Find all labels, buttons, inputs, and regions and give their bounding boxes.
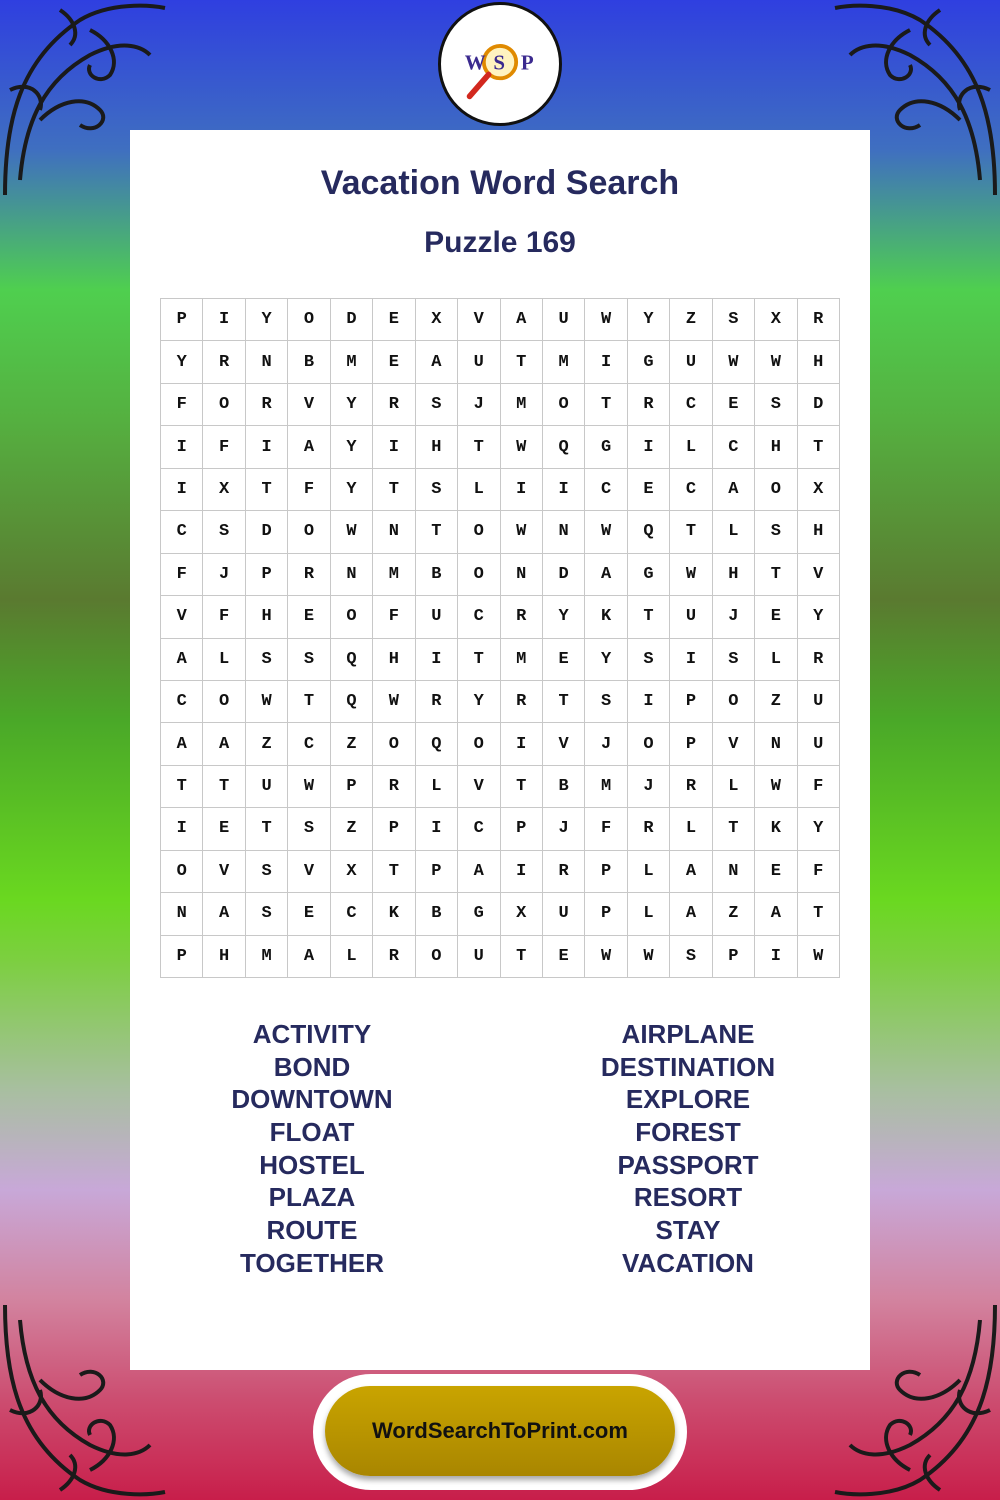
grid-cell: Q [331, 639, 373, 681]
grid-cell: B [543, 766, 585, 808]
grid-cell: I [373, 426, 415, 468]
grid-cell: W [798, 936, 840, 978]
word-list-item: ROUTE [266, 1215, 358, 1246]
grid-cell: S [288, 808, 330, 850]
grid-cell: I [416, 808, 458, 850]
grid-cell: Y [246, 299, 288, 341]
grid-cell: E [373, 341, 415, 383]
grid-cell: I [161, 426, 203, 468]
grid-cell: R [246, 384, 288, 426]
grid-cell: O [416, 936, 458, 978]
grid-cell: L [628, 851, 670, 893]
grid-cell: W [331, 511, 373, 553]
magnifier-logo-icon [441, 5, 559, 123]
grid-cell: W [585, 936, 627, 978]
grid-cell: T [458, 639, 500, 681]
grid-cell: E [373, 299, 415, 341]
grid-cell: L [458, 469, 500, 511]
grid-cell: A [161, 723, 203, 765]
grid-cell: D [331, 299, 373, 341]
grid-cell: Q [628, 511, 670, 553]
grid-cell: L [670, 426, 712, 468]
grid-cell: O [288, 299, 330, 341]
grid-cell: C [161, 511, 203, 553]
grid-cell: T [501, 936, 543, 978]
grid-cell: F [373, 596, 415, 638]
grid-cell: C [585, 469, 627, 511]
grid-cell: T [501, 341, 543, 383]
grid-cell: W [288, 766, 330, 808]
grid-cell: O [458, 511, 500, 553]
grid-cell: T [458, 426, 500, 468]
grid-cell: V [713, 723, 755, 765]
grid-cell: Z [670, 299, 712, 341]
grid-cell: D [246, 511, 288, 553]
grid-cell: N [331, 554, 373, 596]
grid-cell: Y [458, 681, 500, 723]
grid-cell: O [161, 851, 203, 893]
grid-cell: N [755, 723, 797, 765]
grid-cell: C [458, 596, 500, 638]
grid-cell: R [373, 384, 415, 426]
grid-cell: O [331, 596, 373, 638]
grid-cell: X [755, 299, 797, 341]
grid-cell: T [416, 511, 458, 553]
grid-cell: Z [246, 723, 288, 765]
grid-cell: S [246, 851, 288, 893]
grid-cell: V [458, 299, 500, 341]
grid-cell: V [458, 766, 500, 808]
grid-cell: W [713, 341, 755, 383]
grid-cell: S [670, 936, 712, 978]
grid-cell: W [755, 341, 797, 383]
grid-cell: S [246, 639, 288, 681]
grid-cell: T [161, 766, 203, 808]
grid-cell: Y [331, 469, 373, 511]
grid-cell: E [543, 639, 585, 681]
grid-cell: W [246, 681, 288, 723]
grid-cell: G [458, 893, 500, 935]
word-list-item: STAY [655, 1215, 721, 1246]
grid-cell: C [331, 893, 373, 935]
grid-cell: R [628, 808, 670, 850]
grid-cell: C [161, 681, 203, 723]
grid-cell: P [713, 936, 755, 978]
grid-cell: U [458, 341, 500, 383]
grid-cell: R [798, 299, 840, 341]
grid-cell: S [713, 299, 755, 341]
grid-cell: H [373, 639, 415, 681]
grid-cell: M [331, 341, 373, 383]
grid-cell: X [798, 469, 840, 511]
grid-cell: G [585, 426, 627, 468]
word-list-item: HOSTEL [259, 1149, 365, 1180]
word-list-item: PLAZA [268, 1182, 356, 1213]
word-list-item: DOWNTOWN [231, 1084, 393, 1115]
grid-cell: J [585, 723, 627, 765]
logo-letter-s: S [493, 50, 505, 75]
word-list-item: TOGETHER [240, 1247, 384, 1278]
grid-cell: Z [331, 808, 373, 850]
word-list-item: EXPLORE [625, 1084, 751, 1115]
grid-cell: T [373, 469, 415, 511]
grid-cell: P [416, 851, 458, 893]
grid-cell: V [161, 596, 203, 638]
grid-cell: C [458, 808, 500, 850]
grid-cell: S [585, 681, 627, 723]
grid-cell: O [288, 511, 330, 553]
grid-cell: H [203, 936, 245, 978]
grid-cell: F [203, 426, 245, 468]
grid-cell: Z [755, 681, 797, 723]
word-list-item: BOND [273, 1051, 351, 1082]
grid-cell: D [543, 554, 585, 596]
grid-cell: S [203, 511, 245, 553]
grid-cell: V [288, 384, 330, 426]
grid-cell: T [543, 681, 585, 723]
word-list-item: ACTIVITY [252, 1019, 372, 1049]
grid-cell: D [798, 384, 840, 426]
grid-cell: L [416, 766, 458, 808]
grid-cell: P [161, 299, 203, 341]
grid-cell: W [585, 299, 627, 341]
grid-cell: I [161, 808, 203, 850]
grid-cell: B [416, 893, 458, 935]
grid-cell: E [288, 596, 330, 638]
grid-cell: O [755, 469, 797, 511]
grid-cell: C [288, 723, 330, 765]
grid-cell: Y [161, 341, 203, 383]
grid-cell: O [458, 723, 500, 765]
grid-cell: T [246, 808, 288, 850]
grid-cell: W [628, 936, 670, 978]
grid-cell: Z [331, 723, 373, 765]
grid-cell: W [373, 681, 415, 723]
grid-cell: T [373, 851, 415, 893]
grid-cell: A [288, 936, 330, 978]
grid-cell: T [798, 893, 840, 935]
grid-cell: U [670, 341, 712, 383]
grid-cell: W [585, 511, 627, 553]
grid-cell: W [501, 426, 543, 468]
footer-badge [313, 1374, 687, 1490]
grid-cell: F [798, 766, 840, 808]
grid-cell: A [416, 341, 458, 383]
grid-cell: I [501, 851, 543, 893]
grid-cell: R [373, 766, 415, 808]
grid-cell: S [246, 893, 288, 935]
grid-cell: P [501, 808, 543, 850]
grid-cell: V [288, 851, 330, 893]
grid-cell: L [670, 808, 712, 850]
grid-cell: B [288, 341, 330, 383]
grid-cell: O [373, 723, 415, 765]
grid-cell: I [501, 469, 543, 511]
grid-cell: A [203, 723, 245, 765]
grid-cell: A [501, 299, 543, 341]
grid-cell: Y [331, 384, 373, 426]
grid-cell: F [161, 384, 203, 426]
grid-cell: F [585, 808, 627, 850]
grid-cell: K [585, 596, 627, 638]
grid-cell: L [628, 893, 670, 935]
grid-cell: Z [713, 893, 755, 935]
grid-cell: I [670, 639, 712, 681]
grid-cell: F [798, 851, 840, 893]
grid-cell: I [416, 639, 458, 681]
grid-cell: S [416, 469, 458, 511]
grid-cell: M [543, 341, 585, 383]
grid-cell: N [161, 893, 203, 935]
puzzle-number: Puzzle 169 [424, 226, 576, 259]
grid-cell: M [501, 384, 543, 426]
grid-cell: R [373, 936, 415, 978]
grid-cell: M [501, 639, 543, 681]
grid-cell: U [798, 723, 840, 765]
grid-cell: E [755, 851, 797, 893]
grid-cell: P [331, 766, 373, 808]
grid-cell: O [713, 681, 755, 723]
grid-cell: S [628, 639, 670, 681]
grid-cell: A [670, 851, 712, 893]
page-title: Vacation Word Search [320, 164, 680, 202]
grid-cell: P [670, 681, 712, 723]
grid-cell: R [670, 766, 712, 808]
grid-cell: L [755, 639, 797, 681]
grid-cell: H [246, 596, 288, 638]
grid-cell: N [501, 554, 543, 596]
grid-cell: O [458, 554, 500, 596]
word-list-item: VACATION [622, 1247, 754, 1278]
grid-cell: I [246, 426, 288, 468]
grid-cell: I [543, 469, 585, 511]
grid-cell: P [670, 723, 712, 765]
grid-cell: N [246, 341, 288, 383]
grid-cell: S [416, 384, 458, 426]
grid-cell: P [585, 893, 627, 935]
grid-cell: I [585, 341, 627, 383]
grid-cell: Y [331, 426, 373, 468]
grid-cell: A [458, 851, 500, 893]
grid-cell: R [798, 639, 840, 681]
grid-cell: T [203, 766, 245, 808]
logo-letter-p: P [520, 50, 534, 75]
grid-cell: M [585, 766, 627, 808]
word-list-right [538, 1018, 838, 1280]
grid-cell: N [373, 511, 415, 553]
logo-letter-w: W [464, 50, 486, 75]
grid-cell: X [416, 299, 458, 341]
grid-cell: U [416, 596, 458, 638]
grid-cell: Q [416, 723, 458, 765]
grid-cell: E [288, 893, 330, 935]
grid-cell: T [585, 384, 627, 426]
grid-cell: W [755, 766, 797, 808]
grid-cell: P [246, 554, 288, 596]
grid-cell: I [755, 936, 797, 978]
grid-cell: M [373, 554, 415, 596]
grid-cell: A [161, 639, 203, 681]
grid-cell: O [628, 723, 670, 765]
grid-cell: S [288, 639, 330, 681]
grid-cell: X [331, 851, 373, 893]
grid-cell: Y [798, 808, 840, 850]
grid-cell: R [416, 681, 458, 723]
grid-cell: C [713, 426, 755, 468]
grid-cell: K [755, 808, 797, 850]
grid-cell: A [288, 426, 330, 468]
grid-cell: L [203, 639, 245, 681]
grid-cell: M [246, 936, 288, 978]
grid-cell: H [713, 554, 755, 596]
grid-cell: R [288, 554, 330, 596]
grid-cell: H [755, 426, 797, 468]
grid-cell: V [798, 554, 840, 596]
grid-cell: T [246, 469, 288, 511]
grid-cell: E [543, 936, 585, 978]
grid-cell: T [288, 681, 330, 723]
grid-cell: J [713, 596, 755, 638]
grid-cell: G [628, 341, 670, 383]
grid-cell: B [416, 554, 458, 596]
grid-cell: T [670, 511, 712, 553]
grid-cell: V [543, 723, 585, 765]
grid-cell: U [458, 936, 500, 978]
grid-cell: I [161, 469, 203, 511]
grid-cell: R [501, 681, 543, 723]
grid-cell: L [713, 511, 755, 553]
grid-cell: I [628, 681, 670, 723]
grid-cell: F [161, 554, 203, 596]
grid-cell: K [373, 893, 415, 935]
grid-cell: R [543, 851, 585, 893]
word-search-grid [160, 298, 840, 978]
grid-cell: A [585, 554, 627, 596]
grid-cell: X [203, 469, 245, 511]
grid-cell: C [670, 384, 712, 426]
grid-cell: T [501, 766, 543, 808]
grid-cell: F [288, 469, 330, 511]
grid-cell: O [203, 384, 245, 426]
grid-cell: L [713, 766, 755, 808]
grid-cell: N [543, 511, 585, 553]
grid-cell: N [713, 851, 755, 893]
grid-cell: Y [585, 639, 627, 681]
grid-cell: R [628, 384, 670, 426]
grid-cell: L [331, 936, 373, 978]
word-list-item: AIRPLANE [621, 1019, 755, 1049]
grid-cell: R [501, 596, 543, 638]
grid-cell: E [203, 808, 245, 850]
grid-cell: I [628, 426, 670, 468]
grid-cell: O [203, 681, 245, 723]
word-list-item: DESTINATION [600, 1051, 776, 1082]
grid-cell: J [203, 554, 245, 596]
grid-cell: S [755, 511, 797, 553]
grid-cell: G [628, 554, 670, 596]
grid-cell: U [543, 299, 585, 341]
grid-cell: U [246, 766, 288, 808]
grid-cell: Y [543, 596, 585, 638]
grid-cell: H [798, 341, 840, 383]
word-list-item: FLOAT [269, 1117, 355, 1148]
grid-cell: E [628, 469, 670, 511]
grid-cell: R [203, 341, 245, 383]
grid-cell: Q [543, 426, 585, 468]
grid-cell: A [203, 893, 245, 935]
grid-cell: H [798, 511, 840, 553]
grid-cell: A [713, 469, 755, 511]
grid-cell: O [543, 384, 585, 426]
grid-cell: T [628, 596, 670, 638]
grid-cell: J [543, 808, 585, 850]
grid-cell: P [373, 808, 415, 850]
grid-cell: E [755, 596, 797, 638]
grid-cell: Y [798, 596, 840, 638]
grid-cell: H [416, 426, 458, 468]
grid-cell: S [713, 639, 755, 681]
grid-cell: J [628, 766, 670, 808]
word-list-item: RESORT [633, 1182, 743, 1213]
grid-cell: U [670, 596, 712, 638]
grid-cell: U [798, 681, 840, 723]
site-logo[interactable] [438, 2, 562, 126]
grid-cell: C [670, 469, 712, 511]
grid-cell: F [203, 596, 245, 638]
grid-cell: A [755, 893, 797, 935]
grid-cell: P [585, 851, 627, 893]
word-list-item: PASSPORT [617, 1149, 759, 1180]
grid-cell: E [713, 384, 755, 426]
grid-cell: T [798, 426, 840, 468]
grid-cell: I [203, 299, 245, 341]
grid-cell: X [501, 893, 543, 935]
grid-cell: V [203, 851, 245, 893]
grid-cell: T [713, 808, 755, 850]
grid-cell: T [755, 554, 797, 596]
grid-cell: Q [331, 681, 373, 723]
word-list-item: FOREST [635, 1117, 741, 1148]
site-link[interactable]: WordSearchToPrint.com [325, 1386, 675, 1476]
grid-cell: W [670, 554, 712, 596]
grid-cell: W [501, 511, 543, 553]
grid-cell: S [755, 384, 797, 426]
grid-cell: U [543, 893, 585, 935]
word-list-left [162, 1018, 462, 1280]
grid-cell: A [670, 893, 712, 935]
grid-cell: P [161, 936, 203, 978]
grid-cell: I [501, 723, 543, 765]
grid-cell: Y [628, 299, 670, 341]
grid-cell: J [458, 384, 500, 426]
